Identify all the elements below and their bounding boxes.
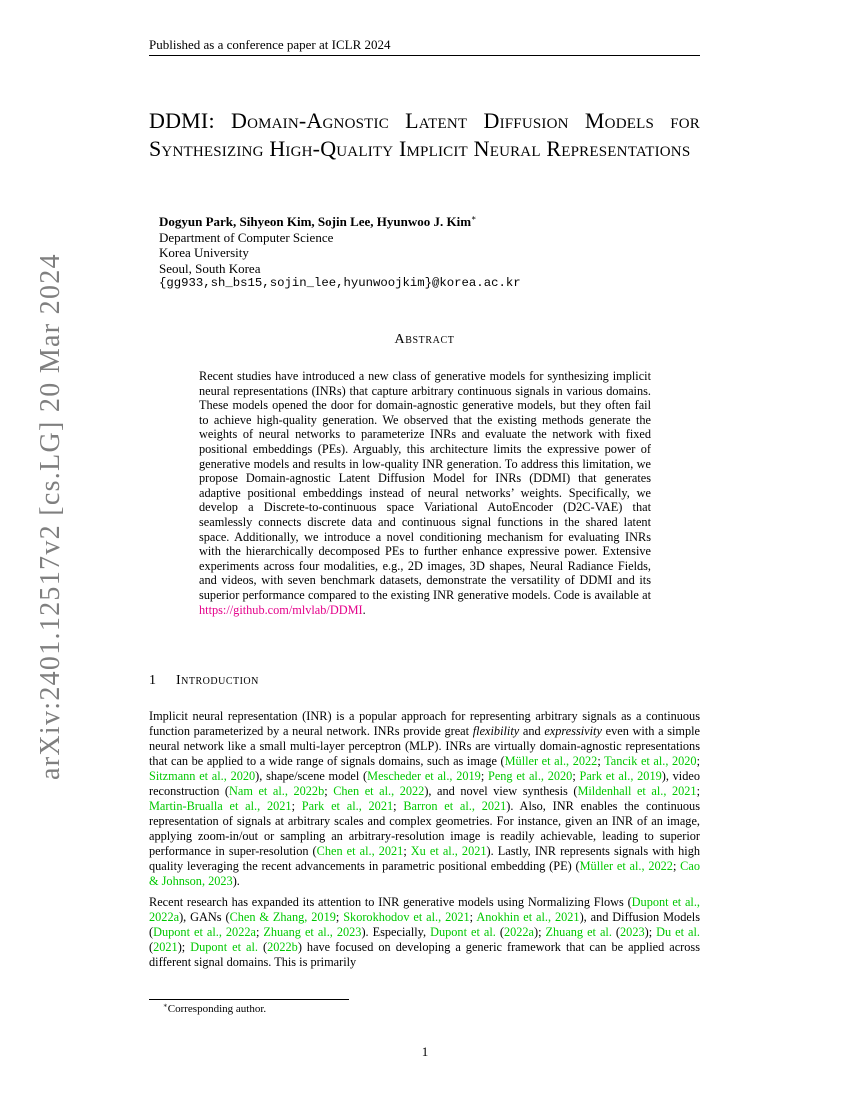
abstract-body: Recent studies have introduced a new class of generative models for synthesizing implicit neural representations (INRs) that capture arbitrary continuous signals in various domains. These models opened the door for domain-agnostic generative models, but they often fail to achieve high-quality generation. We observed that the existing methods generate the weights of neural networks to parameterize INRs and evaluate the network with fixed positional embeddings (PEs). Arguably, this architecture limits the expressive power of generative models and results in low-quality INR generation. To address this limitation, we propose Domain-agnostic Latent Diffusion Model for INRs (DDMI) that generates adaptive positional embeddings instead of neural networks’ weights. Specifically, we develop a Discrete-to-continuous space Variational AutoEncoder (D2C-VAE) that seamlessly connects discrete data and continuous signal functions in the shared latent space. Additionally, we introduce a novel conditioning mechanism for evaluating INRs with the hierarchically decomposed PEs to further enhance expressive power. Extensive experiments across four modalities, e.g., 2D images, 3D shapes, Neural Radiance Fields, and videos, with seven benchmark datasets, demonstrate the versatility of DDMI and its superior performance compared to the existing INR generative models. Code is available at xyxy=(199,369,651,602)
affiliation-department: Department of Computer Science xyxy=(159,229,334,245)
paragraph-text: ; xyxy=(480,769,488,783)
paragraph-text: ). Also, INR enables the continuous representation of signals at arbitrary scales and complex geometries. For instance, given an INR of an image, applying zoom-in/out or sampling an arbitrary-resolution image is readily achievable, leading to superior performance in super-resolution ( xyxy=(149,799,700,858)
author-block xyxy=(159,214,659,292)
citation-link[interactable]: Martin-Brualla et al., 2021 xyxy=(149,799,292,813)
paragraph-text: ), video reconstruction ( xyxy=(149,769,700,798)
paragraph-text: ), shape/scene model ( xyxy=(255,769,368,783)
section-heading xyxy=(149,673,700,689)
author-emails: {gg933,sh_bs15,sojin_lee,hyunwoojkim}@korea.ac.kr xyxy=(159,276,521,290)
paragraph-text: ; xyxy=(469,910,477,924)
paragraph-text: ); xyxy=(534,925,546,939)
paragraph-text: ; xyxy=(597,754,605,768)
paragraph-text: ; xyxy=(696,784,700,798)
citation-link[interactable]: Skorokhodov et al., 2021 xyxy=(343,910,470,924)
paragraph-text: ). xyxy=(232,874,240,888)
citation-link[interactable]: Dupont et al., 2022a xyxy=(153,925,256,939)
page-number: 1 xyxy=(421,1044,429,1059)
paragraph-text: flexibility xyxy=(472,724,520,738)
paragraph-text: ; xyxy=(335,910,344,924)
affiliation-location: Seoul, South Korea xyxy=(159,260,261,276)
corresponding-author-mark: ∗ xyxy=(471,213,477,223)
paragraph xyxy=(149,709,700,889)
footnote-mark: ∗ xyxy=(163,1001,168,1010)
paragraph-text: ( xyxy=(257,940,268,954)
citation-link[interactable]: Barron et al., 2021 xyxy=(403,799,507,813)
paragraph-text: ; xyxy=(291,799,302,813)
author-names: Dogyun Park, Sihyeon Kim, Sojin Lee, Hyunwoo J. Kim∗ xyxy=(159,213,477,229)
citation-link[interactable]: Park et al., 2021 xyxy=(301,799,394,813)
code-link[interactable]: https://github.com/mlvlab/DDMI xyxy=(199,602,363,617)
citation-link[interactable]: Tancik et al., 2020 xyxy=(604,754,697,768)
citation-link[interactable]: Dupont et al., 2022a xyxy=(149,895,700,924)
citation-link[interactable]: Anokhin et al., 2021 xyxy=(476,910,580,924)
paragraph-text: and xyxy=(519,724,545,738)
paper-title: DDMI: Domain-Agnostic Latent Diffusion Models for Synthesizing High-Quality Implicit Neural Representations xyxy=(149,108,700,161)
paragraph-text: even with a simple neural network like a small multi-layer perceptron (MLP). INRs are virtually domain-agnostic representations that can be applied to a wide range of signals domains, such as image ( xyxy=(149,724,701,768)
paragraph-text: ); xyxy=(644,925,657,939)
citation-link[interactable]: Zhuang et al., 2023 xyxy=(263,925,362,939)
arxiv-identifier-stamp: arXiv:2401.12517v2 [cs.LG] 20 Mar 2024 xyxy=(35,253,66,780)
affiliation-university: Korea University xyxy=(159,245,249,260)
citation-link[interactable]: Sitzmann et al., 2020 xyxy=(149,769,256,783)
citation-link[interactable]: Peng et al., 2020 xyxy=(487,769,573,783)
paragraph-text: ; xyxy=(324,784,334,798)
introduction-body xyxy=(149,709,700,976)
paragraph-text: ( xyxy=(495,925,504,939)
citation-link[interactable]: Du et al. xyxy=(656,925,700,939)
citation-link[interactable]: 2021 xyxy=(153,940,178,954)
paragraph-text: ; xyxy=(672,859,681,873)
paragraph-text: ), and novel view synthesis ( xyxy=(424,784,578,798)
paragraph-text: ; xyxy=(403,844,411,858)
paragraph-text: ), GANs ( xyxy=(179,910,230,924)
paragraph-text: ; xyxy=(696,754,701,768)
footnote xyxy=(163,1003,266,1016)
paragraph-text: Implicit neural representation (INR) is a popular approach for representing arbitrary signals as a continuous function parameterized by a neural network. INRs provide great xyxy=(149,709,700,738)
section-number: 1 xyxy=(149,673,157,688)
citation-link[interactable]: Dupont et al. xyxy=(190,940,258,954)
paragraph-text: expressivity xyxy=(544,724,602,738)
citation-link[interactable]: Müller et al., 2022 xyxy=(579,859,673,873)
citation-link[interactable]: Müller et al., 2022 xyxy=(504,754,598,768)
citation-link[interactable]: Chen et al., 2022 xyxy=(333,784,425,798)
citation-link[interactable]: Nam et al., 2022b xyxy=(229,784,325,798)
paragraph-text: ) have focused on developing a generic framework that can be applied across different signal domains. This is primarily xyxy=(149,940,701,969)
citation-link[interactable]: Chen et al., 2021 xyxy=(316,844,404,858)
paragraph-text: ; xyxy=(393,799,404,813)
citation-link[interactable]: 2022b xyxy=(267,940,298,954)
citation-link[interactable]: Cao & Johnson, 2023 xyxy=(149,859,700,888)
paragraph-text: ); xyxy=(177,940,191,954)
citation-link[interactable]: Chen & Zhang, 2019 xyxy=(229,910,336,924)
footnote-text: Corresponding author. xyxy=(167,1003,267,1015)
citation-link[interactable]: Zhuang et al. xyxy=(545,925,612,939)
paragraph-text: ), and Diffusion Models ( xyxy=(149,910,700,939)
citation-link[interactable]: Dupont et al. xyxy=(430,925,496,939)
paragraph-text: ; xyxy=(255,925,264,939)
citation-link[interactable]: 2023 xyxy=(620,925,645,939)
section-title: Introduction xyxy=(176,673,259,688)
paragraph xyxy=(149,895,700,970)
paragraph-text: ( xyxy=(149,940,154,954)
citation-link[interactable]: 2022a xyxy=(503,925,534,939)
footnote-rule xyxy=(149,999,349,1000)
paragraph-text: ; xyxy=(572,769,580,783)
paragraph-text: ). Especially, xyxy=(361,925,431,939)
abstract-heading: Abstract xyxy=(394,332,455,347)
citation-link[interactable]: Park et al., 2019 xyxy=(579,769,662,783)
citation-link[interactable]: Xu et al., 2021 xyxy=(410,844,487,858)
paragraph-text: ( xyxy=(611,925,621,939)
abstract-text xyxy=(199,369,651,617)
paragraph-text: Recent research has expanded its attention to INR generative models using Normalizing Flows ( xyxy=(149,895,632,909)
running-head: Published as a conference paper at ICLR 2024 xyxy=(149,37,700,56)
citation-link[interactable]: Mescheder et al., 2019 xyxy=(367,769,481,783)
paragraph-text: ). Lastly, INR represents signals with high quality leveraging the recent advancements in parametric positional embedding (PE) ( xyxy=(149,844,700,873)
abstract-end: . xyxy=(362,602,366,617)
citation-link[interactable]: Mildenhall et al., 2021 xyxy=(577,784,697,798)
